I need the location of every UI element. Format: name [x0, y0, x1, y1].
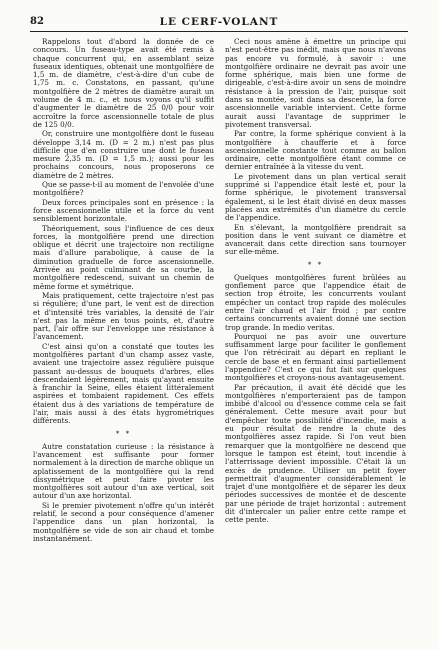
section-separator: * *: [115, 429, 132, 438]
page-number: 82: [30, 16, 44, 27]
paragraph: Le pivotement dans un plan vertical serait supprimé si l'appendice était lesté et, pour la forme sphérique, le pivotement transversal également, si le lest était divisé en deux masses placées aux extrémités d'un diamètre du cercle de l'appendice.: [225, 171, 406, 223]
running-header: [30, 16, 408, 32]
paragraph: Par contre, la forme sphérique convient à la montgolfière à chaufferie et à force ascensionnelle constante tout comme au ballon ordinaire, cette montgolfière étant comme ce dernier entraînée à la vitesse du vent.: [225, 129, 406, 172]
section-separator: * *: [307, 260, 324, 269]
header-rule: [30, 31, 408, 32]
paragraph: Deux forces principales sont en présence : la force ascensionnelle utile et la force du vent sensiblement horizontale.: [33, 197, 214, 224]
left-column: [33, 38, 214, 543]
paragraph: Quelques montgolfières furent brûlées au gonflement parce que l'appendice était de section trop étroite, les concurrents voulant empêcher un contact trop rapide des molécules entre l'air chaud et l'air froid ; par contre certains concurrents avaient donné une section trop grande. In medio veritas.: [225, 272, 406, 332]
paragraph: Par précaution, il avait été décidé que les montgolfières n'emporteraient pas de tampon imbibé d'alcool ou d'essence comme cela se fait généralement. Cette mesure avait pour but d'empêcher toute possibilité d'incendie, mais a eu pour résultat de rendre la chute des montgolfières assez rapide. Si l'on veut bien remarquer que la montgolfière ne descend que lorsque le tampon est éteint, tout incendie à l'atterrissage devient impossible. C'était là un excès de prudence. Utiliser un petit foyer permettrait d'augmenter considérablement le trajet d'une montgolfière et de séparer les deux périodes successives de montée et de descente par une période de trajet horizontal : autrement dit d'intercaler un palier entre cette rampe et cette pente.: [225, 382, 406, 525]
paragraph: Rappelons tout d'abord la donnée de ce concours. Un fuseau-type avait été remis à chaque concurrent qui, en assemblant seize fuseaux identiques, obtenait une montgolfière de 1,5 m. de diamètre, c'est-à-dire d'un cube de 1,75 m. c. Constatons, en passant, qu'une montgolfière de 2 mètres de diamètre aurait un volume de 4 m. c., et nous voyons qu'il suffit d'augmenter le diamètre de 25 0/0 pour voir accroître la force ascensionnelle totale de plus de 125 0/0.: [33, 37, 214, 129]
journal-title: LE CERF-VOLANT: [159, 16, 279, 28]
paragraph: Autre constatation curieuse : la résistance à l'avancement est suffisante pour former normalement à la direction de marche oblique un aplatissement de la montgolfière qui la rend dissymétrique et peut faire pivoter les montgolfières soit autour d'un axe vertical, soit autour d'un axe horizontal.: [33, 441, 214, 501]
paragraph: C'est ainsi qu'on a constaté que toutes les montgolfières partant d'un champ assez vaste, avaient une trajectoire assez régulière puisque passant au-dessus de bouquets d'arbres, elles descendaient légèrement, mais qu'ayant ensuite à franchir la Seine, elles étaient littéralement aspirées et tombaient rapidement. Ces effets étaient dus à des variations de température de l'air, mais aussi à des états hygrométriques différents.: [33, 341, 214, 426]
paragraph: Si le premier pivotement n'offre qu'un intérêt relatif, le second a pour conséquence d'amener l'appendice dans un plan horizontal, la montgolfière se vide de son air chaud et tombe instantanément.: [33, 500, 214, 543]
paragraph: Théoriquement, sous l'influence de ces deux forces, la montgolfière prend une direction oblique et décrit une trajectoire non rectiligne mais d'allure parabolique, à cause de la diminution graduelle de force ascensionnelle. Arrivée au point culminant de sa courbe, la montgolfière redescend, suivant un chemin de même forme et symétrique.: [33, 223, 214, 291]
paragraph: Que se passe-t-il au moment de l'envolée d'une montgolfière?: [33, 180, 214, 198]
paragraph: En s'élevant, la montgolfière prendrait sa position dans le vent suivant ce diamètre et avancerait dans cette direction sans tournoyer sur elle-même.: [225, 222, 406, 257]
right-column: [225, 38, 406, 525]
paragraph: Mais pratiquement, cette trajectoire n'est pas si régulière; d'une part, le vent est de direction et d'intensité très variables, la densité de l'air n'est pas la même en tous points, et, d'autre part, l'air offre sur l'enveloppe une résistance à l'avancement.: [33, 290, 214, 342]
paragraph: Or, construire une montgolfière dont le fuseau développe 3,14 m. (D = 2 m.) n'est pas plus difficile que d'en construire une dont le fuseau mesure 2,35 m. (D = 1,5 m.); aussi pour les prochains concours, nous proposerons ce diamètre de 2 mètres.: [33, 129, 214, 180]
paragraph: Pourquoi ne pas avoir une ouverture suffisamment large pour faciliter le gonflement que l'on rétrécirait au départ en repliant le cercle de base et en fermant ainsi partiellement l'appendice? C'est ce qui fut fait sur quelques montgolfières et croyons-nous avantageusement.: [225, 331, 406, 383]
paragraph: Ceci nous amène à émettre un principe qui n'est peut-être pas inédit, mais que nous n'avons pas encore vu formulé, à savoir : une montgolfière ordinaire ne devrait pas avoir une forme sphérique, mais bien une forme de dirigeable, c'est-à-dire avoir un sens de moindre résistance à la pression de l'air, puisque soit dans sa montée, soit dans sa descente, la force ascensionnelle variable intervient. Cette forme aurait aussi l'avantage de supprimer le pivotement transversal.: [225, 37, 406, 129]
